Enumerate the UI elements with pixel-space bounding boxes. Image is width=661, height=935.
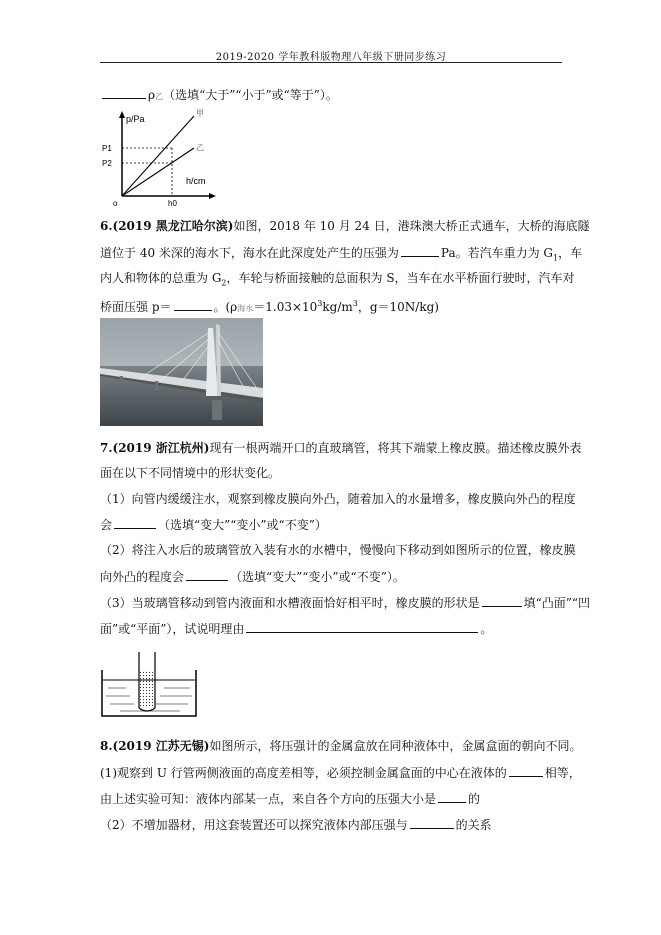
question-source: (2019 江苏无锡)	[112, 739, 210, 753]
q8-text: 相等，	[544, 766, 581, 780]
question-number: 7.	[100, 441, 113, 455]
y-axis-label: p/Pa	[126, 114, 145, 124]
answer-blank[interactable]	[438, 790, 466, 803]
q6-text: ，车轮与桥面接触的总面积为 S，当车在水平桥面行驶时，汽车对	[226, 271, 575, 285]
q7-text: （3）当玻璃管移动到管内液面和水槽液面恰好相平时，橡皮膜的形状是	[100, 596, 480, 610]
q8-line-4	[100, 816, 492, 833]
q6-text: 。(ρ	[213, 300, 238, 314]
h0-label: h0	[168, 199, 177, 208]
tube-tank-diagram	[100, 650, 200, 720]
q7-line-8	[100, 620, 492, 637]
q7-text: （选填“变大”“变小”或“不变”）。	[230, 570, 405, 584]
subscript: 2	[221, 278, 227, 288]
answer-blank[interactable]	[410, 816, 454, 829]
q8-line-2	[100, 764, 581, 781]
q7-text: 。	[480, 622, 493, 636]
q6-text: Pa。若汽车重力为 G	[440, 246, 553, 260]
q6-text: 如图，2018 年 10 月 24 日，港珠澳大桥正式通车，大桥的海底隧	[233, 219, 590, 233]
question-number: 8.	[100, 739, 113, 753]
rubber-membrane	[139, 708, 155, 711]
answer-blank[interactable]	[102, 86, 146, 99]
answer-blank[interactable]	[509, 764, 543, 777]
q6-line-1	[100, 218, 590, 234]
subscript: 1	[553, 253, 559, 263]
line-jia	[122, 116, 194, 196]
p2-label: P2	[102, 159, 112, 168]
q6-text: 桥面压强 p＝	[100, 300, 172, 314]
q8-text: （2）不增加器材，用这套装置还可以探究液体内部压强与	[100, 818, 408, 832]
question-source: (2019 浙江杭州)	[112, 441, 210, 455]
q7-text: （选填“变大”“变小”或“不变”）	[158, 518, 327, 532]
bridge-pier	[120, 376, 123, 384]
answer-blank[interactable]	[482, 594, 522, 607]
q8-line-3	[100, 790, 480, 807]
q7-line-1	[100, 440, 581, 456]
tube-water	[140, 670, 154, 708]
q7-line-5: （2）将注入水后的玻璃管放入装有水的水槽中，慢慢向下移动到如图所示的位置，橡皮膜	[100, 543, 576, 557]
question-number: 6.	[100, 219, 113, 233]
origin-label: o	[113, 199, 118, 208]
q8-text: 由上述实验可知：液体内部某一点，来自各个方向的压强大小是	[100, 792, 437, 806]
q7-line-6	[100, 568, 405, 585]
q8-line-1	[100, 738, 581, 754]
rho-subscript: 乙	[155, 92, 164, 101]
q7-line-7	[100, 594, 590, 611]
q6-line-2	[100, 244, 582, 266]
line-jia-label: 甲	[196, 109, 204, 118]
q6-text: ，车	[558, 246, 583, 260]
q7-text: 面”或“平面”），试说明理由	[100, 622, 245, 636]
q6-text: 内人和物体的总重为 G	[100, 271, 222, 285]
subscript: 海水	[237, 304, 254, 313]
q6-line-3	[100, 270, 575, 291]
q8-text: 的	[468, 792, 481, 806]
superscript: 3	[352, 299, 358, 308]
pressure-depth-graph	[102, 108, 220, 208]
q7-text: 向外凸的程度会	[100, 570, 185, 584]
q7-line-3: （1）向管内缓缓注水，观察到橡皮膜向外凸，随着加入的水量增多，橡皮膜向外凸的程度	[100, 492, 576, 506]
q7-line-4	[100, 516, 327, 533]
q7-line-2: 面在以下不同情境中的形状变化。	[100, 466, 281, 480]
x-axis-arrow	[209, 193, 216, 199]
rho-symbol: ρ	[148, 88, 156, 102]
answer-blank[interactable]	[186, 568, 228, 581]
y-axis-arrow	[119, 111, 125, 118]
q6-text: ，g＝10N/kg)	[357, 300, 439, 314]
q6-line-4	[100, 296, 439, 317]
answer-blank[interactable]	[246, 620, 478, 633]
page-header: 2019-2020 学年教科版物理八年级下册同步练习	[215, 52, 447, 63]
q6-text: ＝1.03×10	[253, 300, 318, 314]
bridge-pier	[155, 381, 158, 390]
bridge-pier	[212, 400, 222, 420]
answer-blank[interactable]	[114, 516, 156, 529]
bridge-photo	[100, 318, 263, 426]
x-axis-label: h/cm	[186, 176, 206, 186]
p1-label: P1	[102, 144, 112, 153]
q5-choice-text: （选填“大于”“小于”或“等于”）。	[163, 88, 338, 102]
answer-blank[interactable]	[174, 298, 212, 311]
superscript: 3	[317, 299, 323, 308]
q7-text: 填“凸面”“凹	[523, 596, 591, 610]
header-rule	[100, 62, 562, 63]
answer-blank[interactable]	[401, 244, 439, 257]
q8-text: (1)观察到 U 行管两侧液面的高度差相等，必须控制金属盒面的中心在液体的	[100, 766, 507, 780]
q7-text: 会	[100, 518, 113, 532]
q8-text: 如图所示，将压强计的金属盒放在同种液体中，金属盒面的朝向不同。	[209, 739, 582, 753]
line-yi-label: 乙	[196, 143, 204, 152]
q6-text: kg/m	[322, 300, 353, 314]
q7-text: 现有一根两端开口的直玻璃管，将其下端蒙上橡皮膜。描述橡皮膜外表	[209, 441, 582, 455]
q5-answer-line	[100, 86, 338, 105]
question-source: (2019 黑龙江哈尔滨)	[112, 219, 234, 233]
q8-text: 的关系	[455, 818, 492, 832]
q6-text: 道位于 40 米深的海水下，海水在此深度处产生的压强为	[100, 246, 399, 260]
